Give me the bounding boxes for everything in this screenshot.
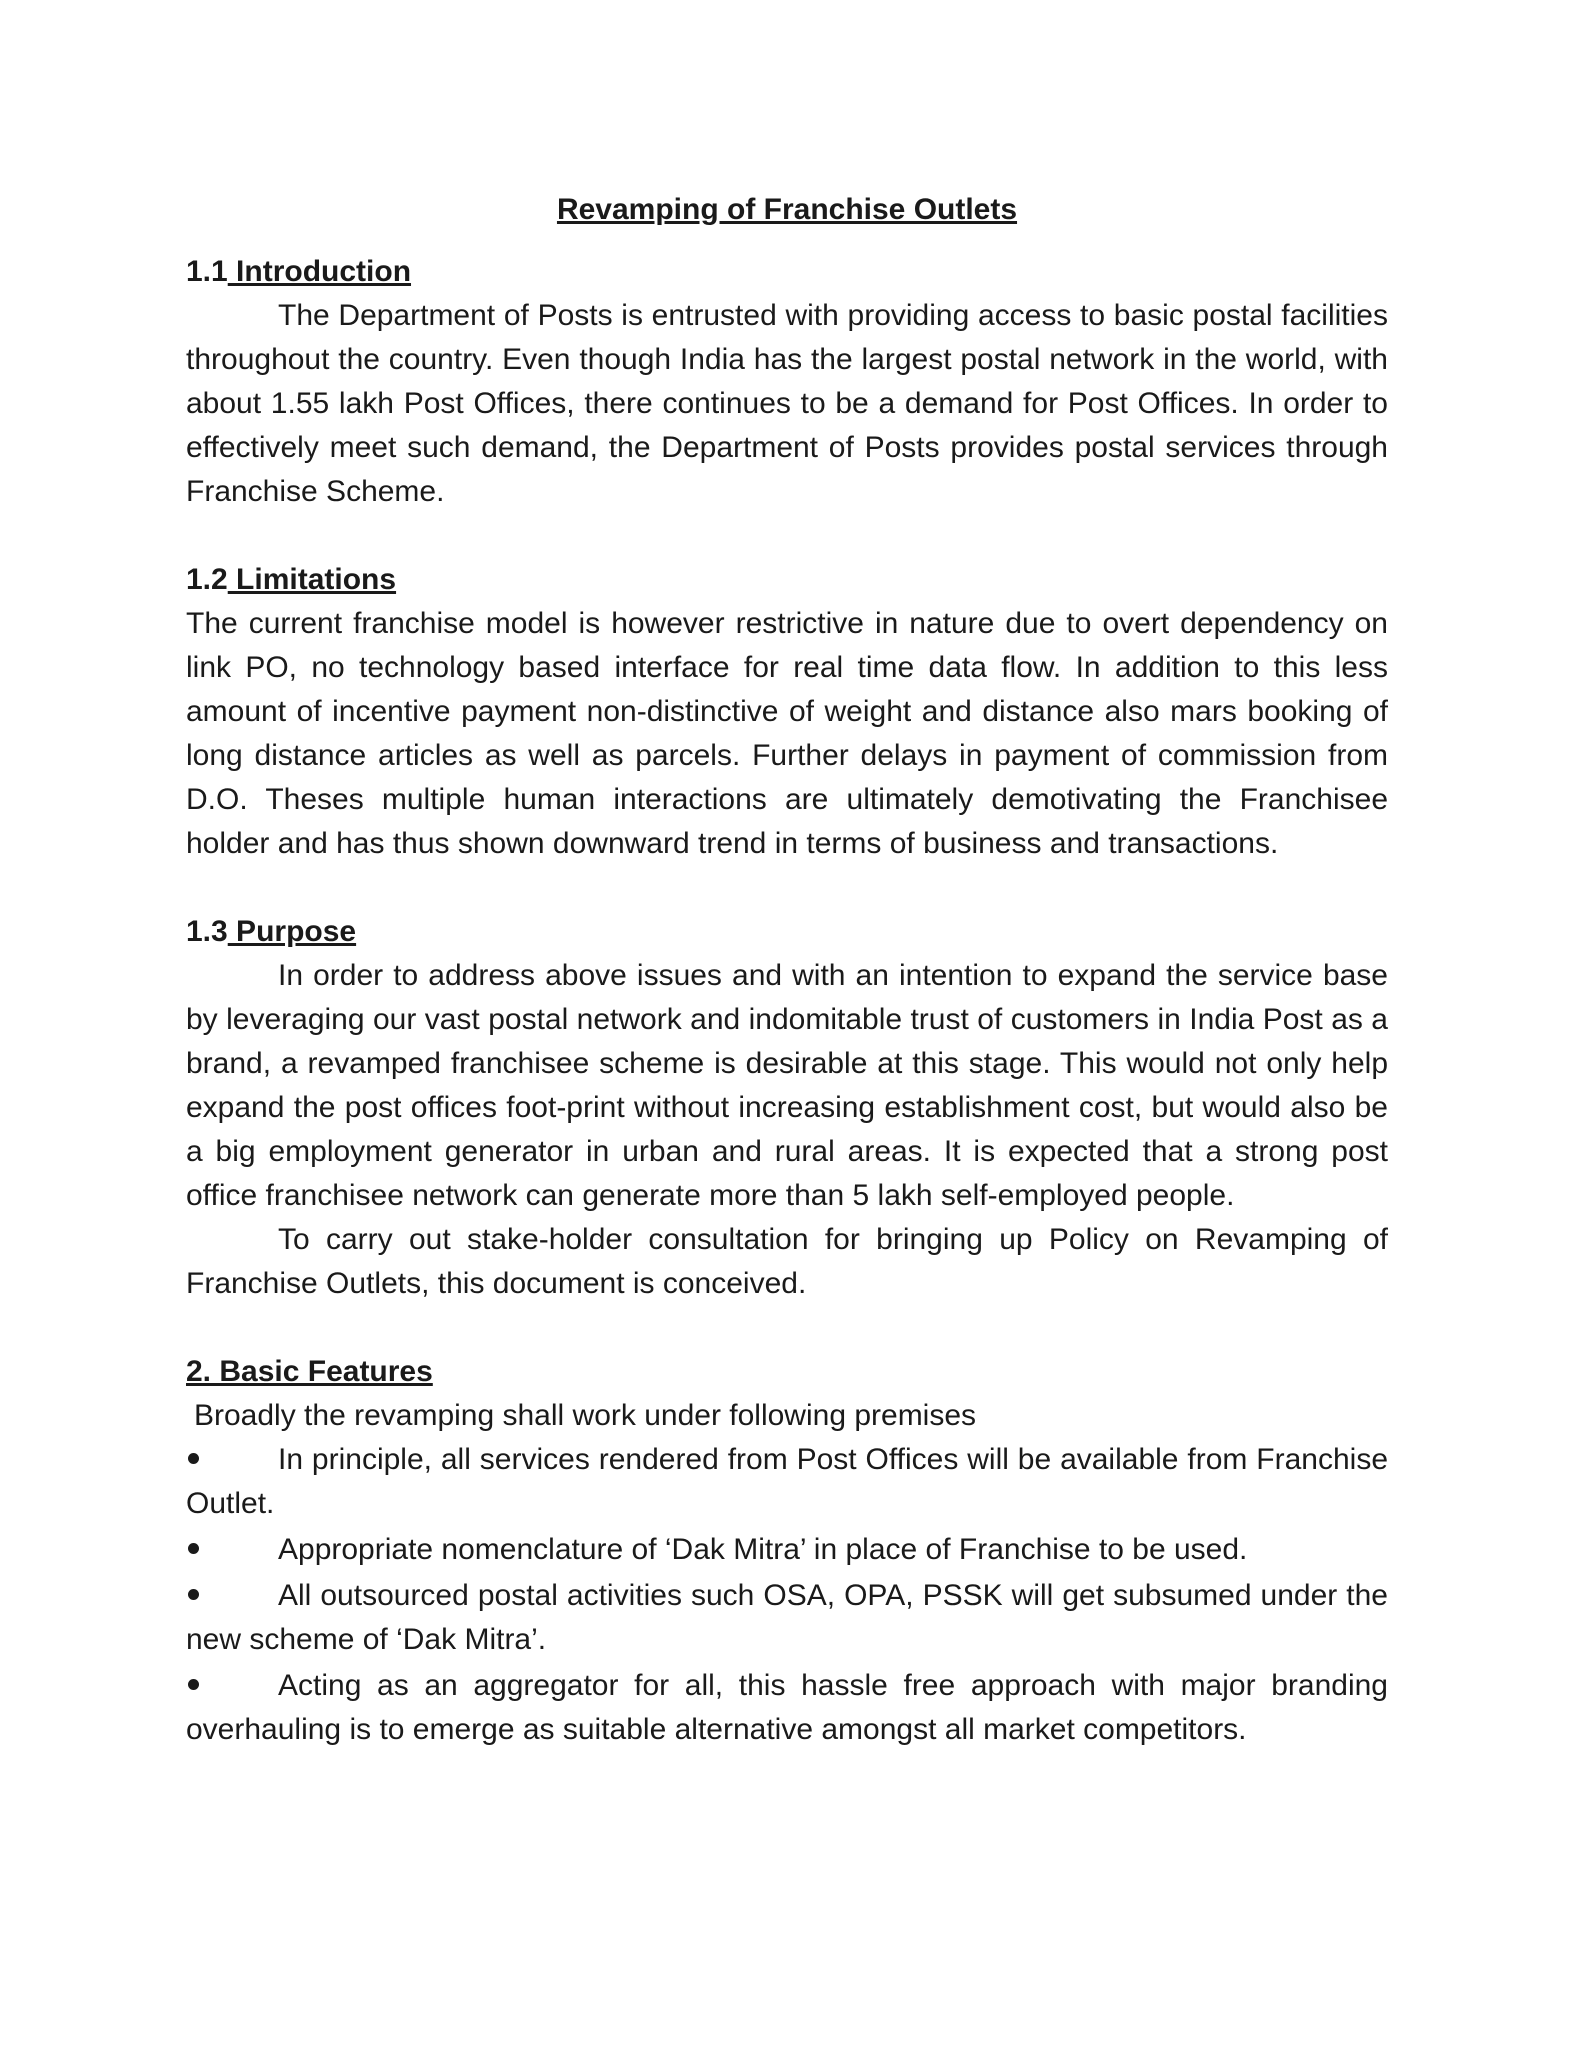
section-heading-purpose — [186, 910, 1388, 954]
bullet-icon — [186, 1438, 278, 1482]
section-number: 1.1 — [186, 255, 228, 288]
section-title: Limitations — [227, 563, 397, 596]
section-heading-limitations — [186, 558, 1388, 602]
list-item-text: Appropriate nomenclature of ‘Dak Mitra’ in place of Franchise to be used. — [278, 1533, 1248, 1566]
purpose-paragraph-1: In order to address above issues and with an intention to expand the service base by leveraging our vast postal network and indomitable trust of customers in India Post as a brand, a revamped franchisee scheme is desirable at this stage. This would not only help expand the post offices foot-print without increasing establishment cost, but would also be a big employment generator in urban and rural areas. It is expected that a strong post office franchisee network can generate more than 5 lakh self-employed people. — [186, 959, 1388, 1212]
list-item-text: Acting as an aggregator for all, this hassle free approach with major branding overhauling is to emerge as suitable alternative amongst all market competitors. — [186, 1669, 1388, 1746]
list-item-text: In principle, all services rendered from Post Offices will be available from Franchise Outlet. — [186, 1443, 1388, 1520]
features-lead: Broadly the revamping shall work under following premises — [194, 1399, 977, 1432]
bullet-icon — [186, 1528, 278, 1572]
purpose-paragraph-2: To carry out stake-holder consultation for bringing up Policy on Revamping of Franchise Outlets, this document is conceived. — [186, 1223, 1388, 1300]
section-title: Purpose — [227, 915, 357, 948]
bullet-icon — [186, 1574, 278, 1618]
document-title: Revamping of Franchise Outlets — [556, 193, 1018, 226]
bullet-icon — [186, 1664, 278, 1708]
spacer — [186, 1306, 1388, 1350]
list-item-text: All outsourced postal activities such OSA, OPA, PSSK will get subsumed under the new scheme of ‘Dak Mitra’. — [186, 1579, 1388, 1656]
list-item — [186, 1574, 1388, 1662]
section-title: 2. Basic Features — [186, 1355, 433, 1388]
spacer — [186, 866, 1388, 910]
features-list — [186, 1438, 1388, 1752]
section-title: Introduction — [227, 255, 412, 288]
spacer — [186, 514, 1388, 558]
section-number: 1.3 — [186, 915, 228, 948]
document-page — [186, 188, 1388, 1754]
section-heading-basic-features — [186, 1350, 1388, 1394]
list-item — [186, 1664, 1388, 1752]
limitations-paragraph: The current franchise model is however restrictive in nature due to overt dependency on link PO, no technology based interface for real time data flow. In addition to this less amount of incentive payment non-distinctive of weight and distance also mars booking of long distance articles as well as parcels. Further delays in payment of commission from D.O. Theses multiple human interactions are ultimately demotivating the Franchisee holder and has thus shown downward trend in terms of business and transactions. — [186, 607, 1388, 860]
list-item — [186, 1438, 1388, 1526]
introduction-paragraph: The Department of Posts is entrusted with providing access to basic postal facilities throughout the country. Even though India has the largest postal network in the world, with about 1.55 lakh Post Offices, there continues to be a demand for Post Offices. In order to effectively meet such demand, the Department of Posts provides postal services through Franchise Scheme. — [186, 299, 1388, 508]
list-item — [186, 1528, 1388, 1572]
section-heading-introduction — [186, 250, 1388, 294]
section-number: 1.2 — [186, 563, 228, 596]
